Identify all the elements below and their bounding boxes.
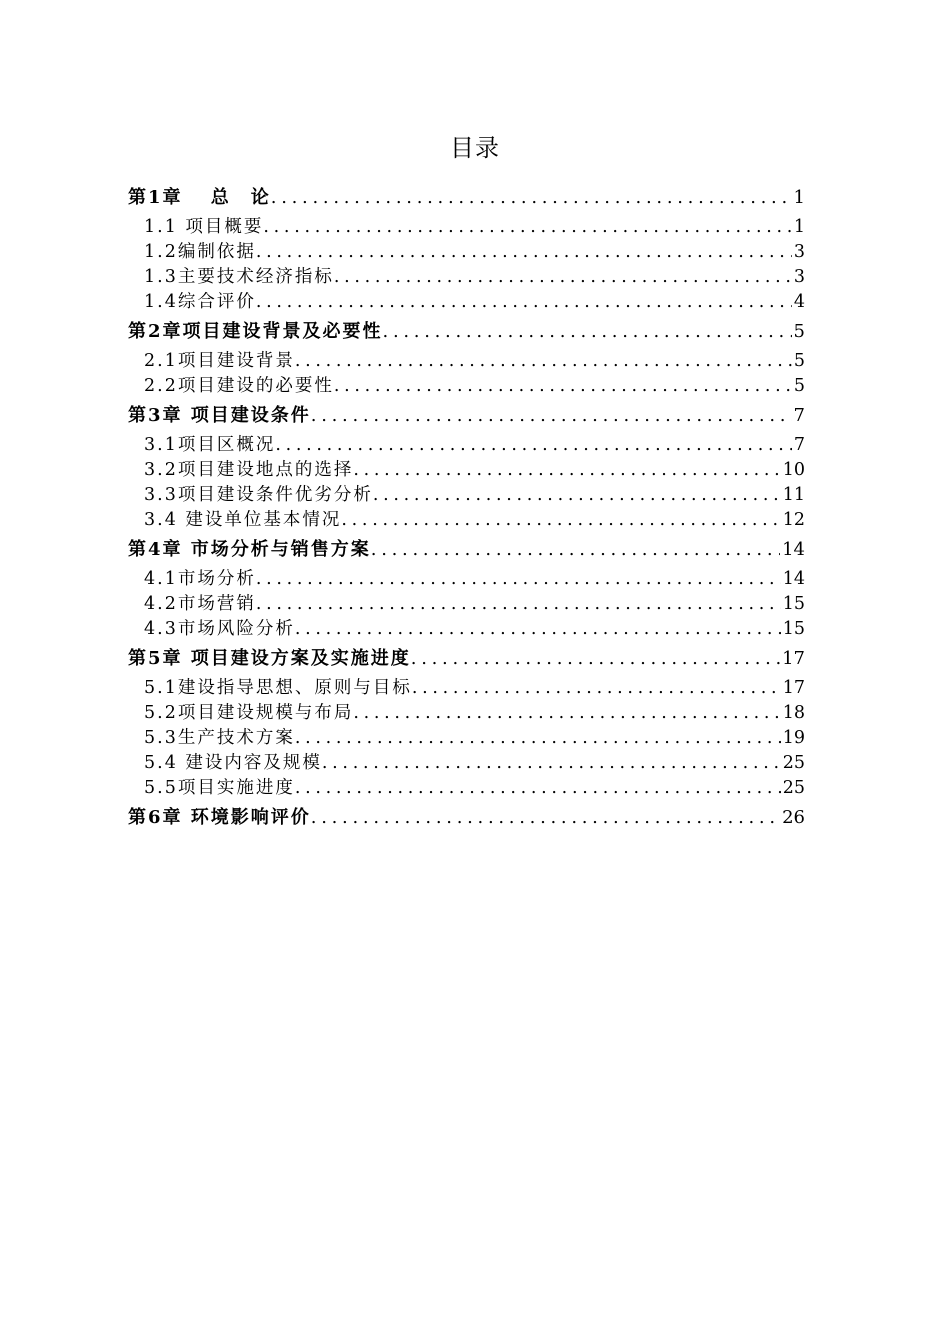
toc-entry-label: 5.2项目建设规模与布局	[144, 703, 354, 723]
toc-page-number: 15	[782, 619, 805, 639]
toc-page-number: 18	[782, 703, 805, 723]
toc-dot-leader	[311, 801, 780, 835]
toc-section-entry[interactable]	[128, 726, 805, 751]
toc-entry-label: 第1章 总 论	[128, 187, 271, 208]
toc-chapter-entry[interactable]	[128, 315, 805, 349]
toc-dot-leader	[271, 181, 792, 215]
toc-section-entry[interactable]	[128, 433, 805, 458]
toc-list	[128, 181, 805, 835]
toc-dot-leader	[371, 533, 780, 567]
toc-dot-leader	[256, 592, 781, 617]
toc-section-entry[interactable]	[128, 215, 805, 240]
toc-section-entry[interactable]	[128, 701, 805, 726]
toc-page-number: 3	[793, 267, 805, 287]
toc-section-entry[interactable]	[128, 751, 805, 776]
toc-entry-label: 3.2项目建设地点的选择	[144, 460, 354, 480]
toc-page-number: 14	[782, 569, 805, 589]
toc-dot-leader	[334, 374, 792, 399]
toc-page-number: 14	[782, 539, 805, 560]
toc-entry-label: 第2章项目建设背景及必要性	[128, 321, 383, 342]
toc-title: 目录	[450, 134, 500, 162]
toc-page-number: 26	[782, 807, 805, 828]
toc-entry-label: 第5章 项目建设方案及实施进度	[128, 648, 411, 669]
toc-dot-leader	[295, 726, 781, 751]
toc-section-entry[interactable]	[128, 265, 805, 290]
toc-section-entry[interactable]	[128, 592, 805, 617]
toc-entry-label: 3.1项目区概况	[144, 435, 276, 455]
toc-dot-leader	[295, 617, 781, 642]
toc-entry-label: 3.4 建设单位基本情况	[144, 510, 342, 530]
toc-page-number: 5	[793, 321, 805, 342]
toc-entry-label: 4.2市场营销	[144, 594, 256, 614]
toc-page-number: 17	[782, 648, 805, 669]
toc-entry-label: 5.1建设指导思想、原则与目标	[144, 678, 412, 698]
toc-page-number: 10	[782, 460, 805, 480]
toc-entry-label: 第3章 项目建设条件	[128, 405, 311, 426]
toc-chapter-entry[interactable]	[128, 533, 805, 567]
toc-chapter-entry[interactable]	[128, 801, 805, 835]
toc-section-entry[interactable]	[128, 617, 805, 642]
toc-dot-leader	[411, 642, 780, 676]
toc-section-entry[interactable]	[128, 508, 805, 533]
toc-page-number: 5	[793, 376, 805, 396]
toc-entry-label: 5.4 建设内容及规模	[144, 753, 322, 773]
toc-entry-label: 1.3主要技术经济指标	[144, 267, 334, 287]
toc-page-number: 4	[793, 292, 805, 312]
toc-entry-label: 3.3项目建设条件优劣分析	[144, 485, 373, 505]
toc-chapter-entry[interactable]	[128, 399, 805, 433]
toc-dot-leader	[256, 290, 792, 315]
toc-section-entry[interactable]	[128, 240, 805, 265]
toc-dot-leader	[353, 701, 780, 726]
toc-dot-leader	[275, 433, 792, 458]
toc-section-entry[interactable]	[128, 567, 805, 592]
toc-entry-label: 1.1 项目概要	[144, 217, 264, 237]
toc-page-number: 25	[782, 778, 805, 798]
toc-dot-leader	[256, 240, 792, 265]
toc-dot-leader	[295, 776, 781, 801]
toc-chapter-entry[interactable]	[128, 181, 805, 215]
toc-page-number: 12	[782, 510, 805, 530]
toc-dot-leader	[256, 567, 781, 592]
toc-dot-leader	[373, 483, 781, 508]
toc-section-entry[interactable]	[128, 290, 805, 315]
toc-entry-label: 4.1市场分析	[144, 569, 256, 589]
toc-dot-leader	[311, 399, 792, 433]
toc-section-entry[interactable]	[128, 374, 805, 399]
toc-chapter-entry[interactable]	[128, 642, 805, 676]
toc-page-number: 19	[782, 728, 805, 748]
toc-page-number: 1	[793, 187, 805, 208]
toc-dot-leader	[322, 751, 781, 776]
toc-entry-label: 1.4综合评价	[144, 292, 256, 312]
toc-dot-leader	[412, 676, 781, 701]
toc-section-entry[interactable]	[128, 676, 805, 701]
toc-dot-leader	[334, 265, 792, 290]
toc-page-number: 11	[782, 485, 805, 505]
toc-page-number: 17	[782, 678, 805, 698]
toc-entry-label: 第4章 市场分析与销售方案	[128, 539, 371, 560]
toc-entry-label: 5.5项目实施进度	[144, 778, 295, 798]
toc-page-number: 7	[793, 435, 805, 455]
toc-section-entry[interactable]	[128, 458, 805, 483]
toc-dot-leader	[353, 458, 780, 483]
toc-entry-label: 4.3市场风险分析	[144, 619, 295, 639]
toc-entry-label: 2.1项目建设背景	[144, 351, 295, 371]
toc-dot-leader	[295, 349, 792, 374]
toc-dot-leader	[383, 315, 792, 349]
toc-dot-leader	[263, 215, 791, 240]
toc-page-number: 7	[793, 405, 805, 426]
toc-page-number: 25	[782, 753, 805, 773]
toc-section-entry[interactable]	[128, 349, 805, 374]
toc-dot-leader	[341, 508, 780, 533]
toc-page-number: 1	[793, 217, 805, 237]
toc-section-entry[interactable]	[128, 776, 805, 801]
toc-entry-label: 1.2编制依据	[144, 242, 256, 262]
toc-page-number: 5	[793, 351, 805, 371]
toc-entry-label: 2.2项目建设的必要性	[144, 376, 334, 396]
toc-page-number: 3	[793, 242, 805, 262]
toc-page-number: 15	[782, 594, 805, 614]
toc-entry-label: 第6章 环境影响评价	[128, 807, 311, 828]
toc-section-entry[interactable]	[128, 483, 805, 508]
toc-entry-label: 5.3生产技术方案	[144, 728, 295, 748]
